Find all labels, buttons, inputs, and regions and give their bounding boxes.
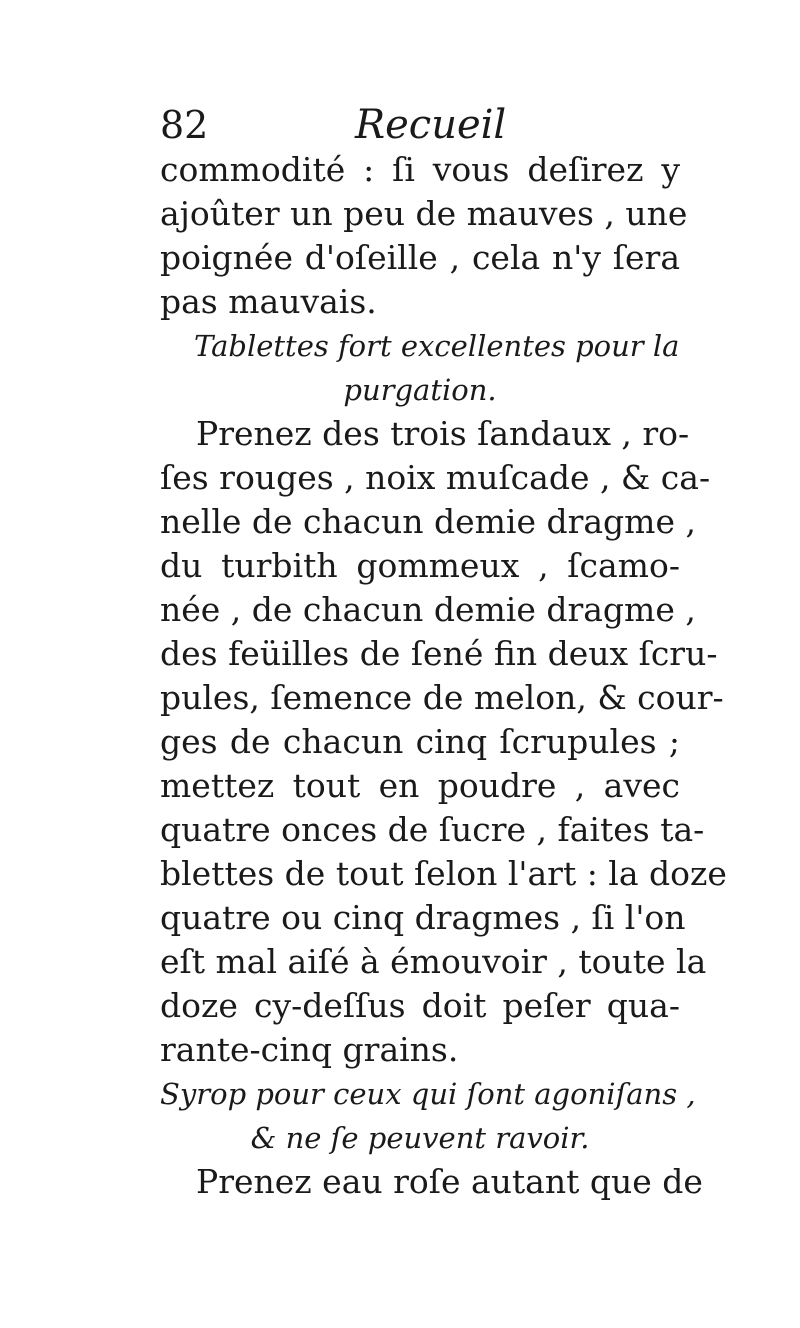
text-line: née , de chacun demie dragme , (160, 590, 696, 629)
text-line: rante-cinq grains. (160, 1030, 459, 1069)
text-line: pas mauvais. (160, 282, 377, 321)
text-line: quatre ou cinq dragmes , ſi l'on (160, 898, 686, 937)
running-title: Recueil (355, 102, 507, 148)
text-line: mettez tout en poudre , avec (160, 766, 680, 805)
running-head (160, 100, 680, 150)
text-line: ajoûter un peu de mauves , une (160, 194, 688, 233)
text-line: ſes rouges , noix muſcade , & ca- (160, 458, 711, 497)
section-heading-line: & ne ſe peuvent ravoir. (250, 1121, 590, 1155)
text-line: commodité : ſi vous deſirez y (160, 150, 680, 189)
text-line: doze cy-deſſus doit peſer qua- (160, 986, 680, 1025)
section-heading-line: Tablettes fort excellentes pour la (194, 329, 680, 363)
text-line: quatre onces de ſucre , faites ta- (160, 810, 705, 849)
section-heading-line: purgation. (343, 373, 497, 407)
text-line: nelle de chacun demie dragme , (160, 502, 696, 541)
text-line: du turbith gommeux , ſcamo- (160, 546, 680, 585)
text-line: Prenez des trois ſandaux , ro- (196, 414, 690, 453)
text-line: Prenez eau roſe autant que de (196, 1162, 703, 1201)
section-heading-line: Syrop pour ceux qui ſont agoniſans , (160, 1077, 696, 1111)
text-line: pules, ſemence de melon, & cour- (160, 678, 724, 717)
page-number: 82 (160, 103, 209, 147)
text-line: des feüilles de ſené fin deux ſcru- (160, 634, 718, 673)
body-text (160, 148, 727, 1204)
text-line: eſt mal aiſé à émouvoir , toute la (160, 942, 707, 981)
text-line: ges de chacun cinq ſcrupules ; (160, 722, 680, 761)
text-line: blettes de tout ſelon l'art : la doze (160, 854, 727, 893)
text-line: poignée d'oſeille , cela n'y ſera (160, 238, 680, 277)
